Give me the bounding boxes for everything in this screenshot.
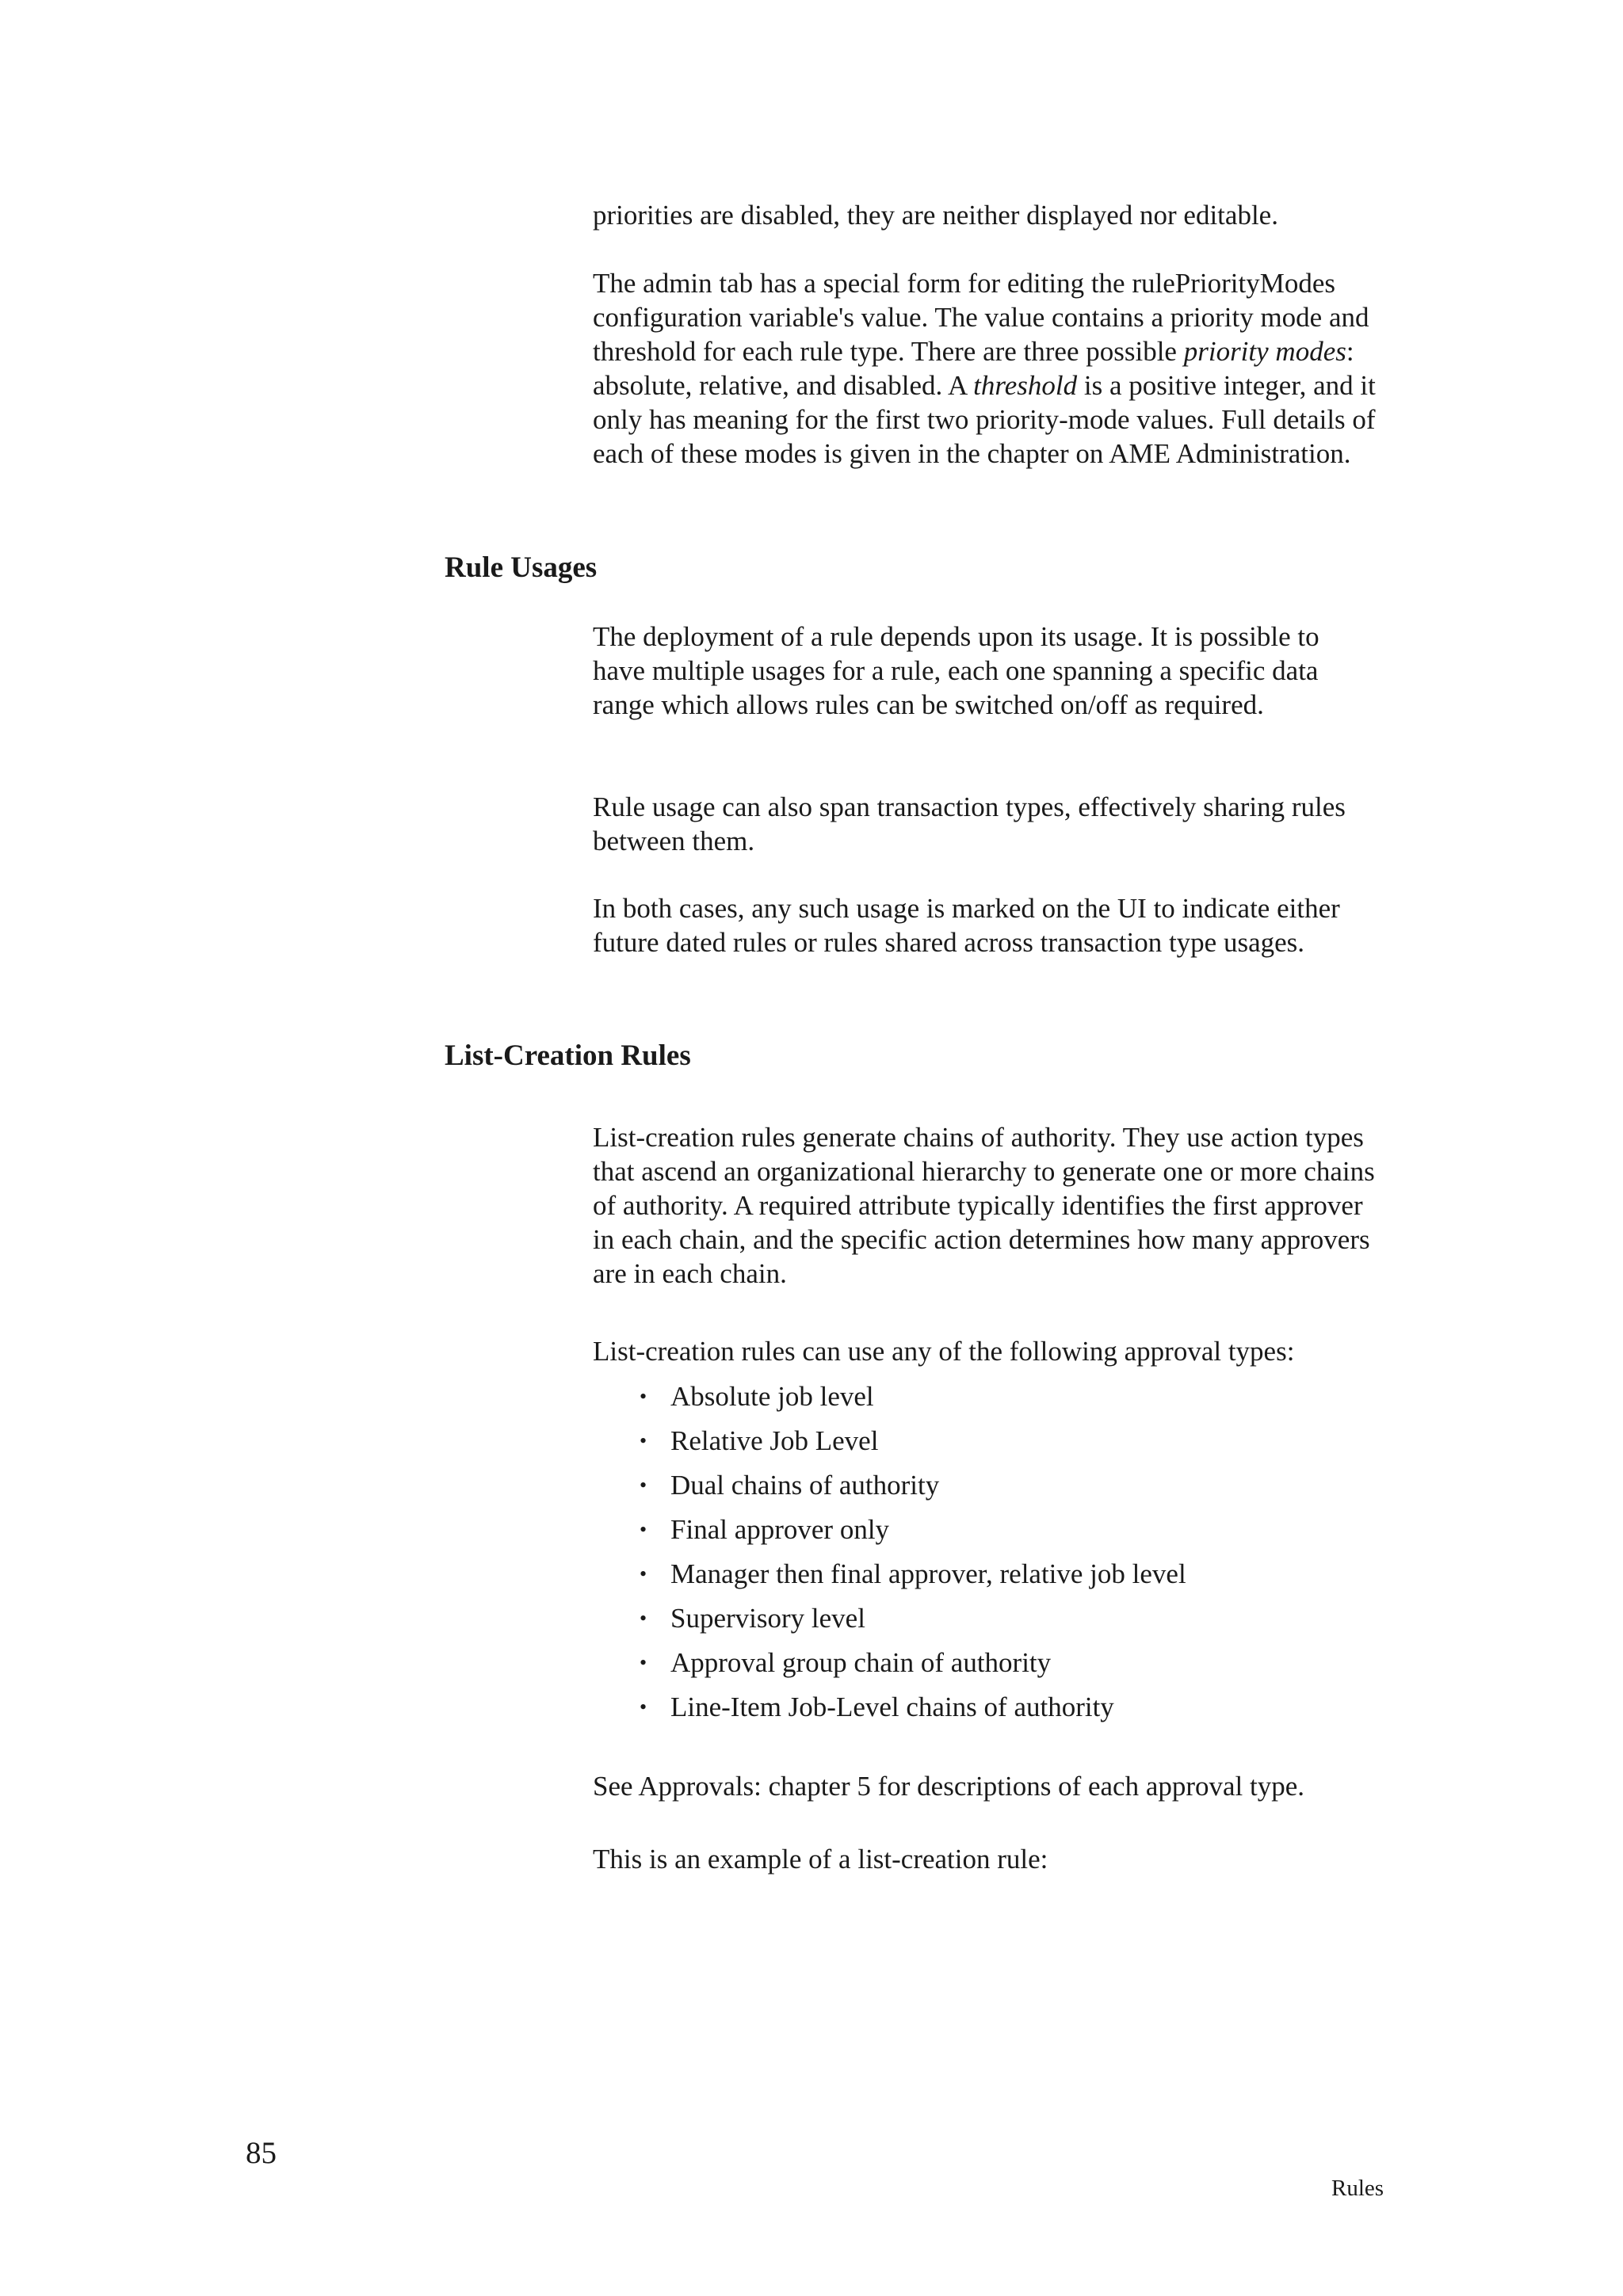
priority-modes-paragraph bbox=[593, 266, 1381, 471]
intro-text: priorities are disabled, they are neither displayed nor editable. bbox=[593, 200, 1278, 231]
list-item: • Relative Job Level bbox=[640, 1425, 879, 1456]
see-also-note: See Approvals: chapter 5 for descriptions of each approval type. bbox=[593, 1771, 1305, 1802]
example-intro: This is an example of a list-creation rule: bbox=[593, 1844, 1048, 1875]
rule-usages-paragraph-2: Rule usage can also span transaction types, effectively sharing rules between them. bbox=[593, 791, 1346, 856]
bullet-icon: • bbox=[640, 1518, 647, 1541]
text-run: The admin tab has a special form for editing the rulePriorityModes configuration variable's value. The value contains a priority mode and threshold for each rule type. There are three possible bbox=[593, 268, 1369, 367]
text-run: : absolute, relative, and disabled. A bbox=[593, 336, 1354, 401]
page-number: 85 bbox=[246, 2136, 277, 2170]
footer-section-title: Rules bbox=[1331, 2176, 1384, 2201]
term-threshold: threshold bbox=[973, 370, 1078, 401]
term-priority-modes: priority modes bbox=[1183, 336, 1346, 367]
intro-line bbox=[593, 198, 1385, 232]
bullet-icon: • bbox=[640, 1651, 647, 1674]
text-run: is a positive integer, and it only has meaning for the first two priority-mode values. Full details of each of these modes is given in the chapter on AME Administration. bbox=[593, 370, 1376, 469]
bullet-icon: • bbox=[640, 1385, 647, 1408]
bullet-icon: • bbox=[640, 1474, 647, 1497]
list-creation-paragraph-1: List-creation rules generate chains of authority. They use action types that ascend an organizational hierarchy to generate one or more chains of authority. A required attribute typically identifies the first approver in each chain, and the specific action determines how many approvers are in each chain. bbox=[593, 1122, 1375, 1289]
heading-list-creation-rules: List-Creation Rules bbox=[445, 1039, 691, 1072]
list-item: • Approval group chain of authority bbox=[640, 1647, 1052, 1678]
list-item: • Dual chains of authority bbox=[640, 1470, 940, 1501]
list-item: • Supervisory level bbox=[640, 1603, 865, 1634]
list-item: • Line-Item Job-Level chains of authority bbox=[640, 1691, 1114, 1722]
list-item: • Manager then final approver, relative job level bbox=[640, 1558, 1186, 1589]
heading-rule-usages: Rule Usages bbox=[445, 551, 598, 584]
approval-types-list bbox=[593, 1379, 1385, 1734]
bullet-icon: • bbox=[640, 1695, 647, 1718]
list-creation-paragraph-2: List-creation rules can use any of the following approval types: bbox=[593, 1336, 1295, 1367]
bullet-icon: • bbox=[640, 1607, 647, 1630]
bullet-icon: • bbox=[640, 1562, 647, 1585]
rule-usages-paragraph-1: The deployment of a rule depends upon its usage. It is possible to have multiple usages for a rule, each one spanning a specific data range which allows rules can be switched on/off as required. bbox=[593, 621, 1319, 720]
list-item: • Absolute job level bbox=[640, 1381, 874, 1412]
list-item: • Final approver only bbox=[640, 1514, 890, 1545]
rule-usages-paragraph-3: In both cases, any such usage is marked on the UI to indicate either future dated rules or rules shared across transaction type usages. bbox=[593, 893, 1340, 958]
bullet-icon: • bbox=[640, 1429, 647, 1452]
